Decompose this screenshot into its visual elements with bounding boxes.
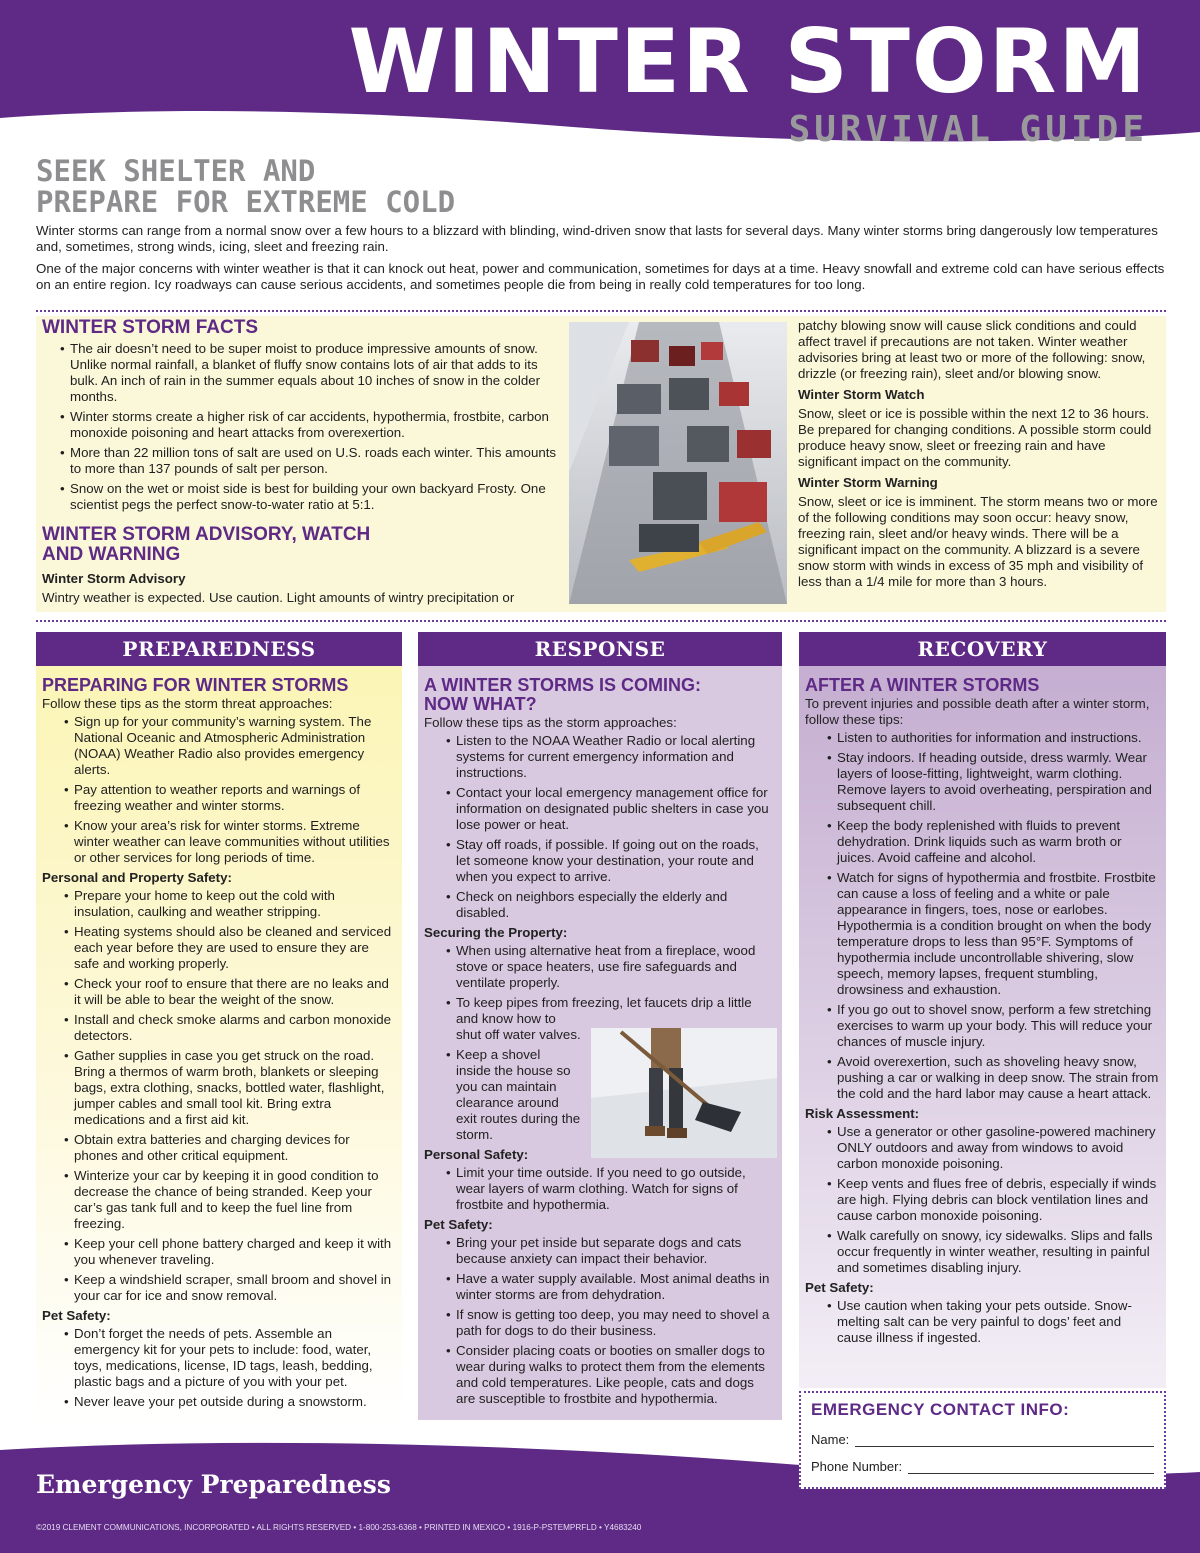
list-item: • Use a generator or other gasoline-powered machinery ONLY outdoors and away from windows to avoid carbon monoxide poisoning. — [827, 1124, 1160, 1172]
list-item: • Heating systems should also be cleaned and serviced each year before they are used to ensure they are safe and working properly. — [64, 924, 396, 972]
risk-assessment-list — [827, 1124, 1160, 1276]
phone-label: Phone Number: — [811, 1459, 903, 1474]
list-item: • Listen to the NOAA Weather Radio or local alerting systems for current emergency information and instructions. — [446, 733, 776, 781]
intro-section — [36, 156, 1166, 293]
list-item: • Don’t forget the needs of pets. Assemble an emergency kit for your pets to include: food, water, toys, medications, license, ID tags, leash, bedding, plastic bags and a picture of you with your pet. — [64, 1326, 396, 1390]
list-item: • Avoid overexertion, such as shoveling heavy snow, pushing a car or walking in deep snow. The strain from the cold and the hard labor may cause a heart attack. — [827, 1054, 1160, 1102]
facts-column-right — [798, 318, 1160, 590]
list-item: • Contact your local emergency management office for information on designated public shelters in case you lose power or heat. — [446, 785, 776, 833]
response-heading-line1: A WINTER STORMS IS COMING: — [424, 675, 701, 695]
advisory-heading-line1: WINTER STORM ADVISORY, WATCH — [42, 524, 371, 545]
list-item: • Gather supplies in case you get struck on the road. Bring a thermos of warm broth, blankets or sleeping bags, extra clothing, snacks, bottled water, flashlight, jumper cables and small tool kit. Bring extra medications and a first aid kit. — [64, 1048, 396, 1128]
shovel-text-line: inside the house so — [456, 1063, 571, 1078]
list-item: • Prepare your home to keep out the cold with insulation, caulking and weather stripping. — [64, 888, 396, 920]
recovery-header: RECOVERY — [799, 632, 1166, 666]
pipes-text-line: shut off water valves. — [456, 1027, 581, 1042]
list-item: • Install and check smoke alarms and carbon monoxide detectors. — [64, 1012, 396, 1044]
pet-safety-list — [446, 1235, 776, 1407]
list-item: • Pay attention to weather reports and warnings of freezing weather and winter storms. — [64, 782, 396, 814]
copyright-text: ©2019 CLEMENT COMMUNICATIONS, INCORPORATED • ALL RIGHTS RESERVED • 1-800-253-6368 • PRINTED IN MEXICO • 1916-P-PSTEMPRFLD • Y4683240 — [36, 1523, 642, 1532]
emergency-contact-box — [799, 1391, 1166, 1489]
preparedness-list — [64, 714, 396, 866]
intro-paragraph-1: Winter storms can range from a normal snow over a few hours to a blizzard with blinding, wind-driven snow that lasts for several days. Many winter storms bring dangerously low temperatures and, sometimes, strong winds, icing, sleet and freezing rain. — [36, 223, 1158, 254]
list-item: • The air doesn’t need to be super moist to produce impressive amounts of snow. Unlike normal rainfall, a blanket of fluffy snow contains lots of air that adds to its bulk. An inch of rain in the summer equals about 10 inches of snow in the colder months. — [60, 341, 562, 405]
intro-heading-line2: PREPARE FOR EXTREME COLD — [36, 185, 456, 219]
warning-title: Winter Storm Warning — [798, 475, 938, 490]
list-item: • Watch for signs of hypothermia and frostbite. Frostbite can cause a loss of feeling and a white or pale appearance in fingers, toes, nose or earlobes. Hypothermia is a condition brought on when the body temperature drops to less than 95°F. Symptoms of hypothermia include uncontrollable shivering, slow speech, memory lapses, frequent stumbling, drowsiness and exhaustion. — [827, 870, 1160, 998]
response-header: RESPONSE — [418, 632, 782, 666]
preparedness-header: PREPAREDNESS — [36, 632, 402, 666]
shovel-text-line: clearance around — [456, 1095, 559, 1110]
name-line[interactable] — [855, 1433, 1154, 1447]
phone-field[interactable] — [811, 1459, 1154, 1474]
list-item: • Keep vents and flues free of debris, especially if winds are high. Flying debris can block ventilation lines and cause carbon monoxide poisoning. — [827, 1176, 1160, 1224]
list-item: • Listen to authorities for information and instructions. — [827, 730, 1160, 746]
list-item: • Snow on the wet or moist side is best for building your own backyard Frosty. One scientist pegs the perfect snow-to-water ratio at 5:1. — [60, 481, 562, 513]
list-item: • Limit your time outside. If you need to go outside, wear layers of warm clothing. Watch for signs of frostbite and hypothermia. — [446, 1165, 776, 1213]
list-item: • Obtain extra batteries and charging devices for phones and other critical equipment. — [64, 1132, 396, 1164]
response-heading-line2: NOW WHAT? — [424, 694, 537, 714]
pet-safety-heading: Pet Safety: — [805, 1280, 874, 1295]
snowplows-photo — [569, 322, 787, 604]
header-banner — [0, 0, 1200, 160]
recovery-lead: To prevent injuries and possible death after a winter storm, follow these tips: — [805, 696, 1150, 727]
list-item: • Know your area’s risk for winter storms. Extreme winter weather can leave communities without utilities or other services for long periods of time. — [64, 818, 396, 866]
facts-column-left — [42, 318, 562, 606]
contact-heading: EMERGENCY CONTACT INFO: — [811, 1400, 1070, 1419]
recovery-column — [799, 666, 1166, 1388]
list-item: • If snow is getting too deep, you may need to shovel a path for dogs to do their business. — [446, 1307, 776, 1339]
shovel-text-line: storm. — [456, 1127, 493, 1142]
preparedness-heading: PREPARING FOR WINTER STORMS — [42, 675, 349, 695]
name-field[interactable] — [811, 1432, 1154, 1447]
response-lead: Follow these tips as the storm approaches: — [424, 715, 677, 730]
warning-text: Snow, sleet or ice is imminent. The storm means two or more of the following conditions may soon occur: heavy snow, freezing rain, sleet and/or heavy winds. There will be a significant impact on the community. A blizzard is a severe snow storm with winds in excess of 35 mph and visibility of less than a 1/4 mile for more than 3 hours. — [798, 494, 1158, 589]
divider-dotted — [36, 620, 1166, 623]
watch-text: Snow, sleet or ice is possible within the next 12 to 36 hours. Be prepared for changing conditions. A possible storm could produce heavy snow, sleet or freezing rain and have significant impact on the community. — [798, 406, 1152, 469]
list-item: • Check your roof to ensure that there are no leaks and it will be able to bear the weight of the snow. — [64, 976, 396, 1008]
list-item: • When using alternative heat from a fireplace, wood stove or space heaters, use fire safeguards and ventilate properly. — [446, 943, 776, 991]
list-item: • More than 22 million tons of salt are used on U.S. roads each winter. This amounts to more than 137 pounds of salt per person. — [60, 445, 562, 477]
response-list — [446, 733, 776, 921]
list-item: • Check on neighbors especially the elderly and disabled. — [446, 889, 776, 921]
advisory-title: Winter Storm Advisory — [42, 571, 186, 586]
pet-safety-heading: Pet Safety: — [42, 1308, 111, 1323]
list-item: • Keep the body replenished with fluids to prevent dehydration. Drink liquids such as warm broth or juices. Avoid caffeine and alcohol. — [827, 818, 1160, 866]
list-item: • Winter storms create a higher risk of car accidents, hypothermia, frostbite, carbon monoxide poisoning and heart attacks from overexertion. — [60, 409, 562, 441]
shovel-text-line: you can maintain — [456, 1079, 557, 1094]
pipes-text-line: • To keep pipes from freezing, let faucets drip a little — [456, 995, 752, 1010]
phone-line[interactable] — [908, 1460, 1154, 1474]
shovel-text-line: exit routes during the — [456, 1111, 581, 1126]
advisory-text: Wintry weather is expected. Use caution. Light amounts of wintry precipitation or — [42, 590, 515, 605]
pet-safety-heading: Pet Safety: — [424, 1217, 493, 1232]
advisory-heading-line2: AND WARNING — [42, 544, 181, 565]
response-column — [418, 666, 782, 1420]
preparedness-column — [36, 666, 402, 1426]
list-item: • If you go out to shovel snow, perform a few stretching exercises to warm up your body. This will reduce your chances of muscle injury. — [827, 1002, 1160, 1050]
winter-storm-facts-box — [36, 316, 1166, 612]
preparedness-lead: Follow these tips as the storm threat approaches: — [42, 696, 333, 711]
pet-safety-list — [64, 1326, 396, 1410]
list-item: • Keep your cell phone battery charged and keep it with you whenever traveling. — [64, 1236, 396, 1268]
shoveling-illustration — [591, 1028, 777, 1158]
divider-dotted — [36, 310, 1166, 313]
list-item: • Stay off roads, if possible. If going out on the roads, let someone know your destination, your route and when you expect to arrive. — [446, 837, 776, 885]
list-item: • Use caution when taking your pets outside. Snow-melting salt can be very painful to dogs’ feet and cause illness if ingested. — [827, 1298, 1160, 1346]
shoveling-photo — [591, 1028, 777, 1158]
watch-title: Winter Storm Watch — [798, 387, 925, 402]
intro-paragraph-2: One of the major concerns with winter weather is that it can knock out heat, power and communication, sometimes for days at a time. Heavy snowfall and extreme cold can have serious effects on an entire region. Icy roadways can cause serious accidents, and sometimes people die from being in really cold temperatures for too long. — [36, 261, 1165, 292]
recovery-heading: AFTER A WINTER STORMS — [805, 675, 1040, 695]
list-item: • Keep a windshield scraper, small broom and shovel in your car for ice and snow removal. — [64, 1272, 396, 1304]
advisory-text-continued: patchy blowing snow will cause slick conditions and could affect travel if precautions are not taken. Winter weather advisories bring at least two or more of the following: snow, drizzle (or freezing rain), sleet and/or blowing snow. — [798, 318, 1146, 381]
intro-heading-line1: SEEK SHELTER AND — [36, 154, 316, 188]
list-item: • Have a water supply available. Most animal deaths in winter storms are from dehydration. — [446, 1271, 776, 1303]
list-item: • Bring your pet inside but separate dogs and cats because anxiety can impact their behavior. — [446, 1235, 776, 1267]
pipes-text-line: and know how to — [456, 1011, 556, 1026]
footer-title: Emergency Preparedness — [36, 1470, 391, 1499]
list-item: • Walk carefully on snowy, icy sidewalks. Slips and falls occur frequently in winter weather, resulting in painful and sometimes disabling injury. — [827, 1228, 1160, 1276]
personal-property-safety-heading: Personal and Property Safety: — [42, 870, 232, 885]
securing-property-heading: Securing the Property: — [424, 925, 568, 940]
risk-assessment-heading: Risk Assessment: — [805, 1106, 920, 1121]
pet-safety-list — [827, 1298, 1160, 1346]
snowplows-illustration — [569, 322, 787, 604]
property-safety-list — [64, 888, 396, 1304]
shovel-text-line: • Keep a shovel — [456, 1047, 541, 1062]
list-item: • Never leave your pet outside during a snowstorm. — [64, 1394, 396, 1410]
list-item: • Consider placing coats or booties on smaller dogs to wear during walks to protect them from the elements and cold temperatures. Like people, cats and dogs are susceptible to frostbite and hypothermia. — [446, 1343, 776, 1407]
facts-heading: WINTER STORM FACTS — [42, 317, 259, 338]
guide-title: WINTER STORM — [348, 10, 1148, 113]
list-item: • Winterize your car by keeping it in good condition to decrease the chance of being stranded. Keep your car’s gas tank full and to keep the fuel line from freezing. — [64, 1168, 396, 1232]
list-item: • Stay indoors. If heading outside, dress warmly. Wear layers of loose-fitting, lightweight, warm clothing. Remove layers to avoid overheating, perspiration and subsequent chill. — [827, 750, 1160, 814]
facts-list — [60, 341, 562, 513]
personal-safety-heading: Personal Safety: — [424, 1147, 529, 1162]
personal-safety-list — [446, 1165, 776, 1213]
recovery-list — [827, 730, 1160, 1102]
guide-subtitle: SURVIVAL GUIDE — [788, 109, 1148, 150]
list-item: • Sign up for your community’s warning system. The National Oceanic and Atmospheric Administration (NOAA) Weather Radio also provides emergency alerts. — [64, 714, 396, 778]
name-label: Name: — [811, 1432, 850, 1447]
